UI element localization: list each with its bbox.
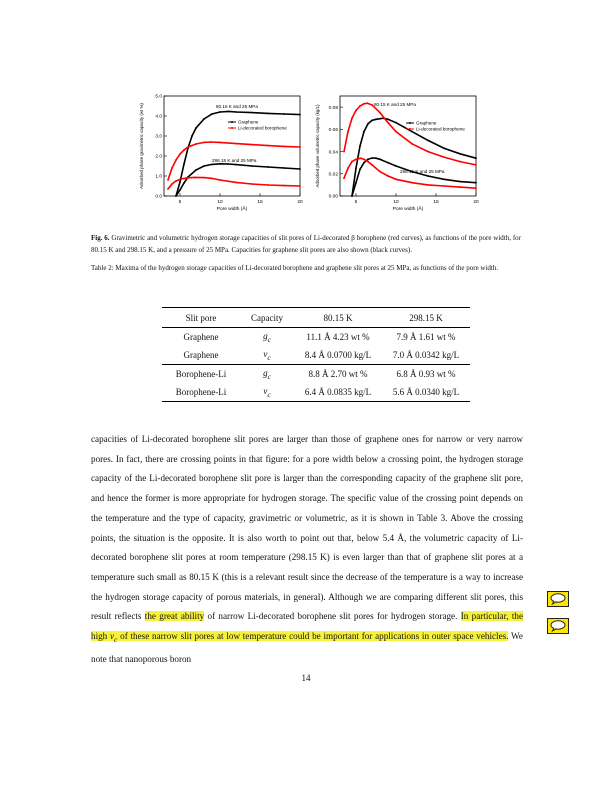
series-line	[168, 177, 300, 189]
body-text-run: capacities of Li-decorated borophene slit pores are larger than those of graphene ones for narrow or very narrow pores. In fact, there are crossing points in that figure: for a pore width below a crossing point, the hydrogen storage capacity of the Li-decorated borophene slit pore is larger than the corresponding capacity of the graphene slit pore, and hence the former is more appropriate for hydrogen storage. The specific value of the crossing point depends on the temperature and the type of capacity, gravimetric or volumetric, as it is shown in Table 3. Above the crossing points, the situation is the opposite. It is also worth to point out that, below 5.4 Å, the volumetric capacity of Li-decorated borophene slit pores at room temperature (298.15 K) is even larger than that of graphene slit pores at a temperature such small as 80.15 K (this is a relevant result since the decrease of the temperature is a way to increase the hydrogen storage capacity of porous materials, in general). Although we are comparing different slit pores, this result reflects	[91, 434, 523, 622]
data-point	[211, 164, 213, 166]
y-tick-label: 3.0	[155, 134, 162, 140]
data-point	[203, 177, 205, 179]
comment-icon[interactable]	[547, 618, 569, 634]
data-point	[459, 181, 461, 183]
data-point	[366, 102, 368, 104]
data-point	[375, 118, 377, 120]
y-tick-label: 0.02	[328, 172, 338, 178]
data-point	[475, 182, 477, 184]
data-point	[411, 143, 413, 145]
data-point	[187, 177, 189, 179]
data-point	[179, 181, 181, 183]
data-point	[351, 117, 353, 119]
data-point	[459, 153, 461, 155]
figure-caption-label: Fig. 6.	[91, 234, 110, 242]
chart-annotation: 298.15 K and 25 MPa	[400, 169, 445, 174]
table-cell: Graphene	[183, 350, 219, 360]
data-point	[175, 159, 177, 161]
data-point	[427, 140, 429, 142]
data-point	[235, 111, 237, 113]
data-point	[475, 164, 477, 166]
table-cell: 8.8 Å 2.70 wt %	[294, 365, 382, 384]
y-tick-label: 0.04	[328, 150, 338, 156]
table-cell: 8.4 Å 0.0700 kg/L	[304, 350, 372, 360]
data-point	[387, 122, 389, 124]
table-cell: Borophene-Li	[162, 383, 240, 402]
y-axis-label: Adsorbed phase volumetric capacity (kg/L)	[315, 104, 320, 188]
data-point	[251, 165, 253, 167]
data-point	[387, 175, 389, 177]
y-axis-label: Adsorbed phase gravimetric capacity (wt %)	[139, 103, 144, 189]
chart-annotation: 80.15 K and 25 MPa	[374, 102, 416, 107]
table-header-cell: Slit pore	[162, 308, 240, 328]
x-axis-label: Pore width (Å)	[392, 207, 424, 212]
data-point	[355, 167, 357, 169]
x-tick-label: 15	[257, 200, 263, 205]
data-point	[227, 163, 229, 165]
data-point	[203, 118, 205, 120]
x-tick-label: 10	[217, 200, 223, 205]
data-point	[299, 185, 301, 187]
table-cell: 6.8 Å 0.93 wt %	[382, 365, 470, 384]
y-tick-label: 0.08	[328, 105, 338, 111]
data-point	[187, 146, 189, 148]
data-point	[283, 185, 285, 187]
table-cell: $v_c$	[240, 383, 294, 402]
comment-icon[interactable]	[547, 591, 569, 607]
data-point	[267, 184, 269, 186]
data-point	[363, 131, 365, 133]
data-point	[203, 165, 205, 167]
data-point	[183, 163, 185, 165]
x-tick-label: 20	[473, 200, 479, 205]
data-point	[443, 185, 445, 187]
data-point	[183, 178, 185, 180]
data-point	[183, 182, 185, 184]
data-point	[363, 162, 365, 164]
data-point	[355, 182, 357, 184]
data-point	[379, 158, 381, 160]
data-point	[375, 157, 377, 159]
volumetric-chart	[310, 92, 482, 218]
legend-label: Graphene	[416, 120, 437, 126]
table-caption: Table 2: Maxima of the hydrogen storage capacities of Li-decorated borophene and graphene slit pores at 25 MPa, as functions of the pore width.	[91, 264, 499, 272]
data-point	[351, 161, 353, 163]
data-point	[459, 161, 461, 163]
page-number: 14	[301, 673, 311, 683]
data-point	[251, 112, 253, 114]
data-point	[395, 131, 397, 133]
data-point	[371, 164, 373, 166]
x-tick-label: 10	[393, 200, 399, 205]
table-cell: Graphene	[183, 332, 219, 342]
highlight-annotation[interactable]: the great ability	[144, 611, 205, 622]
data-point	[411, 182, 413, 184]
y-tick-label: 1.0	[155, 174, 162, 180]
data-point	[475, 187, 477, 189]
data-point	[443, 178, 445, 180]
data-point	[219, 111, 221, 113]
data-point	[387, 118, 389, 120]
data-point	[175, 180, 177, 182]
data-point	[359, 105, 361, 107]
data-point	[371, 104, 373, 106]
data-point	[367, 161, 369, 163]
data-point	[235, 143, 237, 145]
data-point	[351, 195, 353, 197]
table-cell: 7.9 Å 1.61 wt %	[396, 332, 456, 342]
data-point	[443, 156, 445, 158]
series-line	[176, 164, 300, 196]
data-point	[179, 153, 181, 155]
data-point	[175, 195, 177, 197]
figure-caption-text: Gravimetric and volumetric hydrogen storage capacities of slit pores of Li-decorated β borophene (red curves), as functions of the pore width, for 80.15 K and 298.15 K, and a pressure of 25 MPa. Capacities for graphene slit pores are also shown (black curves).	[91, 234, 521, 254]
data-point	[195, 169, 197, 171]
table-cell: 5.6 Å 0.0340 kg/L	[382, 383, 470, 402]
data-point	[267, 113, 269, 115]
data-point	[411, 131, 413, 133]
body-text-run: of narrow Li-decorated borophene slit pores for hydrogen storage.	[204, 611, 461, 622]
data-point	[267, 145, 269, 147]
table-header-row	[162, 308, 470, 328]
data-point	[360, 157, 362, 159]
table-cell: $v_c$	[263, 348, 271, 362]
data-point	[379, 171, 381, 173]
data-point	[367, 158, 369, 160]
table-row	[162, 328, 470, 347]
table-cell: Borophene-Li	[162, 365, 240, 384]
x-axis-label: Pore width (Å)	[216, 207, 248, 212]
data-point	[203, 142, 205, 144]
data-point	[211, 178, 213, 180]
data-point	[235, 182, 237, 184]
y-tick-label: 2.0	[155, 154, 162, 160]
x-tick-label: 5	[178, 200, 182, 205]
data-point	[387, 162, 389, 164]
y-tick-label: 0.06	[328, 128, 338, 134]
data-point	[283, 167, 285, 169]
data-point	[355, 158, 357, 160]
data-point	[195, 127, 197, 129]
data-point	[347, 131, 349, 133]
data-point	[367, 123, 369, 125]
data-point	[167, 179, 169, 181]
data-point	[371, 157, 373, 159]
data-point	[219, 142, 221, 144]
data-point	[283, 113, 285, 115]
data-point	[443, 147, 445, 149]
data-point	[179, 189, 181, 191]
data-point	[343, 151, 345, 153]
data-point	[219, 163, 221, 165]
legend-label: Li-decorated borophene	[238, 125, 287, 131]
data-point	[395, 122, 397, 124]
table-header-cell: Capacity	[240, 308, 294, 328]
table-row	[162, 383, 470, 402]
data-point	[219, 179, 221, 181]
table-header-cell: 80.15 K	[294, 308, 382, 328]
table-row	[162, 365, 470, 384]
data-point	[167, 188, 169, 190]
legend-label: Li-decorated borophene	[416, 126, 465, 132]
data-point	[191, 135, 193, 137]
data-point	[427, 175, 429, 177]
data-point	[299, 168, 301, 170]
data-point	[395, 178, 397, 180]
body-text-run: We note that nanoporous boron	[91, 631, 523, 664]
data-point	[179, 179, 181, 181]
data-point	[211, 113, 213, 115]
data-point	[183, 149, 185, 151]
table-cell: 7.0 Å 0.0342 kg/L	[392, 350, 460, 360]
data-point	[195, 143, 197, 145]
chart-annotation: 80.15 K and 25 MPa	[216, 104, 258, 109]
body-paragraph	[91, 430, 523, 669]
data-point	[210, 141, 212, 143]
legend-marker	[409, 122, 411, 124]
legend-marker	[231, 127, 233, 129]
data-point	[359, 168, 361, 170]
highlight-annotation[interactable]: In particular, the high $v_c$ of these narrow slit pores at low temperature could be important for applications in outer space vehicles.	[91, 611, 524, 644]
data-point	[228, 111, 230, 113]
data-point	[283, 146, 285, 148]
data-point	[359, 145, 361, 147]
figure-caption	[91, 232, 521, 256]
data-point	[194, 177, 196, 179]
data-point	[395, 165, 397, 167]
x-tick-label: 20	[297, 200, 303, 205]
data-point	[343, 177, 345, 179]
capacity-maxima-table	[162, 307, 470, 402]
data-point	[475, 157, 477, 159]
legend-marker	[231, 121, 233, 123]
table-cell: 6.4 Å 0.0835 kg/L	[294, 383, 382, 402]
table-cell: 11.1 Å 4.23 wt %	[306, 332, 370, 342]
y-tick-label: 0.0	[155, 194, 162, 200]
data-point	[363, 103, 365, 105]
data-point	[171, 167, 173, 169]
data-point	[267, 166, 269, 168]
data-point	[459, 186, 461, 188]
data-point	[299, 114, 301, 116]
y-tick-label: 0.00	[328, 194, 338, 200]
data-point	[299, 146, 301, 148]
data-point	[171, 183, 173, 185]
table-cell: $g_c$	[263, 330, 271, 344]
chart-annotation: 298.15 K and 25 MPa	[212, 158, 257, 163]
data-point	[427, 184, 429, 186]
y-tick-label: 5.0	[155, 94, 162, 100]
data-point	[379, 112, 381, 114]
data-point	[427, 151, 429, 153]
gravimetric-chart	[134, 92, 306, 218]
table-row	[162, 346, 470, 365]
data-point	[251, 144, 253, 146]
y-tick-label: 4.0	[155, 114, 162, 120]
x-tick-label: 15	[433, 200, 439, 205]
data-point	[355, 110, 357, 112]
table-header-cell: 298.15 K	[382, 308, 470, 328]
data-point	[371, 120, 373, 122]
table-cell: $g_c$	[240, 365, 294, 384]
x-tick-label: 5	[354, 200, 358, 205]
legend-marker	[409, 128, 411, 130]
data-point	[363, 158, 365, 160]
data-point	[251, 183, 253, 185]
legend-label: Graphene	[238, 119, 259, 125]
data-point	[235, 164, 237, 166]
data-point	[347, 167, 349, 169]
